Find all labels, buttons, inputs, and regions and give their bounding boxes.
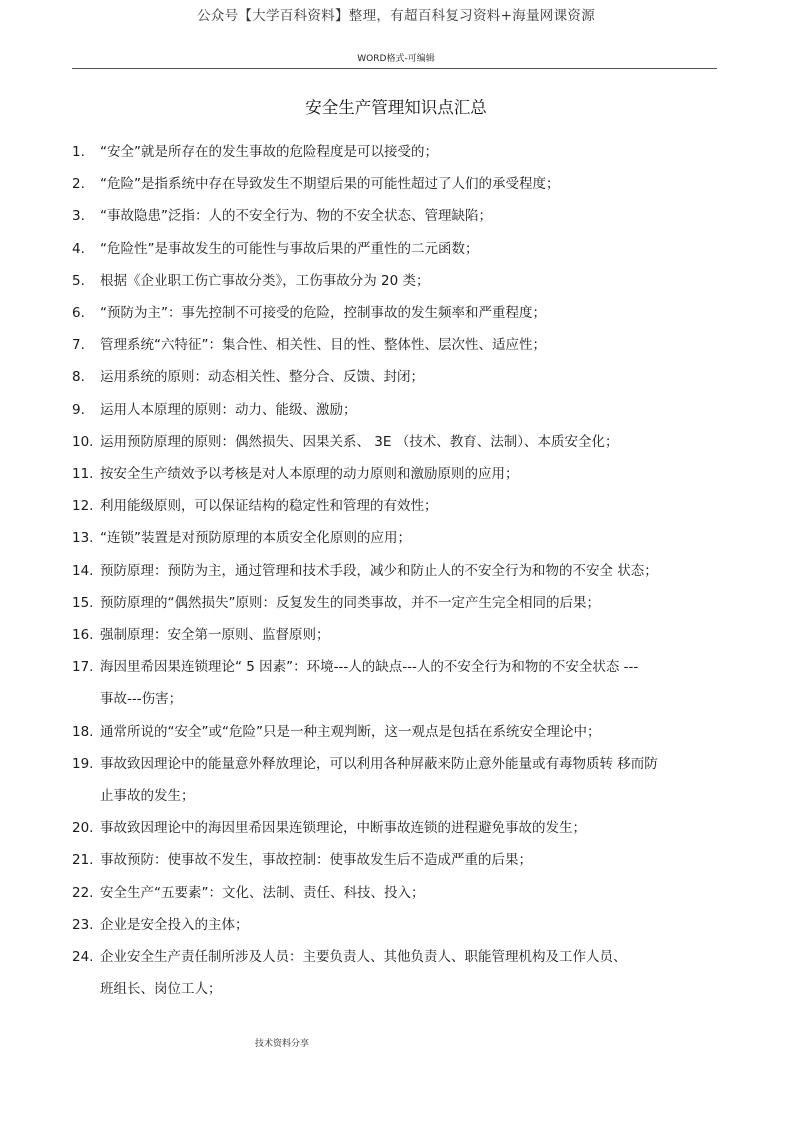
- item-text: 强制原理：安全第一原则、监督原则；: [100, 627, 330, 644]
- item-number: 15.: [72, 594, 94, 611]
- item-text: 企业是安全投入的主体；: [100, 916, 249, 933]
- list-item: [0, 587, 792, 619]
- item-text: 海因里希因果连锁理论“ 5 因素”：环境---人的缺点---人的不安全行为和物的不安全状态 ---: [100, 659, 639, 676]
- item-number: 7.: [72, 337, 85, 354]
- list-item: [0, 941, 792, 1005]
- item-text: 止事故的发生；: [100, 788, 195, 805]
- item-number: 2.: [72, 176, 85, 193]
- document-title: 安全生产管理知识点汇总: [305, 98, 487, 117]
- item-number: 5.: [72, 272, 85, 289]
- item-text: 管理系统“六特征”：集合性、相关性、目的性、整体性、层次性、适应性；: [100, 337, 546, 354]
- item-text: 安全生产“五要素”：文化、法制、责任、科技、投入；: [100, 884, 425, 901]
- item-text: “连锁”装置是对预防原理的本质安全化原则的应用；: [100, 530, 411, 547]
- item-number: 18.: [72, 723, 94, 740]
- item-text: 预防原理：预防为主，通过管理和技术手段，减少和防止人的不安全行为和物的不安全 状态；: [100, 562, 658, 579]
- list-item: [0, 394, 792, 426]
- list-item: [0, 619, 792, 651]
- item-text: 事故致因理论中的能量意外释放理论，可以利用各种屏蔽来防止意外能量或有毒物质转 移而防: [100, 755, 658, 772]
- list-item: [0, 812, 792, 844]
- item-number: 20.: [72, 820, 94, 837]
- list-item: [0, 522, 792, 554]
- item-number: 1.: [72, 144, 85, 160]
- list-item: [0, 361, 792, 393]
- item-number: 21.: [72, 852, 94, 869]
- item-number: 13.: [72, 530, 94, 547]
- list-item: [0, 168, 792, 200]
- top-banner: 公众号【大学百科资料】整理，有超百科复习资料+海量网课资源: [196, 8, 595, 24]
- item-text: 按安全生产绩效予以考核是对人本原理的动力原则和激励原则的应用；: [100, 466, 519, 483]
- item-text: 根据《企业职工伤亡事故分类》，工伤事故分为 20 类；: [100, 272, 430, 289]
- item-number: 14.: [72, 562, 94, 579]
- list-item: [0, 426, 792, 458]
- item-text: “安全”就是所存在的发生事故的危险程度是可以接受的；: [100, 144, 438, 160]
- item-number: 3.: [72, 208, 85, 225]
- header-label: WORD格式-可编辑: [357, 54, 435, 64]
- list-item: [0, 490, 792, 522]
- item-number: 9.: [72, 401, 85, 418]
- item-number: 22.: [72, 884, 94, 901]
- item-number: 16.: [72, 627, 94, 644]
- item-number: 11.: [72, 466, 94, 483]
- list-item: [0, 909, 792, 941]
- item-text: 事故---伤害；: [100, 691, 183, 708]
- item-text: 利用能级原则，可以保证结构的稳定性和管理的有效性；: [100, 498, 438, 515]
- item-number: 19.: [72, 755, 94, 772]
- item-text: 运用系统的原则：动态相关性、整分合、反馈、封闭；: [100, 369, 424, 386]
- list-item: [0, 844, 792, 876]
- item-text: 运用预防原理的原则：偶然损失、因果关系、 3E （技术、教育、法制）、本质安全化；: [100, 433, 619, 450]
- list-item: [0, 877, 792, 909]
- list-item: [0, 136, 792, 168]
- item-text: 班组长、岗位工人；: [100, 981, 222, 998]
- item-number: 6.: [72, 305, 85, 322]
- list-item: [0, 233, 792, 265]
- item-number: 8.: [72, 369, 85, 386]
- item-number: 12.: [72, 498, 94, 515]
- header-divider: [72, 68, 717, 69]
- item-number: 17.: [72, 659, 94, 676]
- list-item: [0, 748, 792, 812]
- list-item: [0, 458, 792, 490]
- list-item: [0, 265, 792, 297]
- list-item: [0, 297, 792, 329]
- item-number: 4.: [72, 240, 85, 257]
- item-text: 运用人本原理的原则：动力、能级、激励；: [100, 401, 357, 418]
- list-item: [0, 200, 792, 232]
- item-text: “预防为主”：事先控制不可接受的危险，控制事故的发生频率和严重程度；: [100, 305, 546, 322]
- list-item: [0, 651, 792, 715]
- item-text: 事故致因理论中的海因里希因果连锁理论，中断事故连锁的进程避免事故的发生；: [100, 820, 586, 837]
- footer-label: 技术资料分享: [255, 1039, 310, 1049]
- knowledge-point-list: [0, 136, 792, 1005]
- item-text: “事故隐患”泛指：人的不安全行为、物的不安全状态、管理缺陷；: [100, 208, 492, 225]
- item-text: 企业安全生产责任制所涉及人员：主要负责人、其他负责人、职能管理机构及工作人员、: [100, 949, 627, 966]
- item-text: 通常所说的“安全”或“危险”只是一种主观判断，这一观点是包括在系统安全理论中；: [100, 723, 601, 740]
- item-number: 10.: [72, 433, 94, 450]
- item-number: 23.: [72, 916, 94, 933]
- item-text: “危险”是指系统中存在导致发生不期望后果的可能性超过了人们的承受程度；: [100, 176, 560, 193]
- item-text: 预防原理的“偶然损失”原则：反复发生的同类事故，并不一定产生完全相同的后果；: [100, 594, 600, 611]
- list-item: [0, 329, 792, 361]
- item-text: “危险性”是事故发生的可能性与事故后果的严重性的二元函数；: [100, 240, 479, 257]
- list-item: [0, 716, 792, 748]
- list-item: [0, 555, 792, 587]
- item-text: 事故预防：使事故不发生，事故控制：使事故发生后不造成严重的后果；: [100, 852, 532, 869]
- item-number: 24.: [72, 949, 94, 966]
